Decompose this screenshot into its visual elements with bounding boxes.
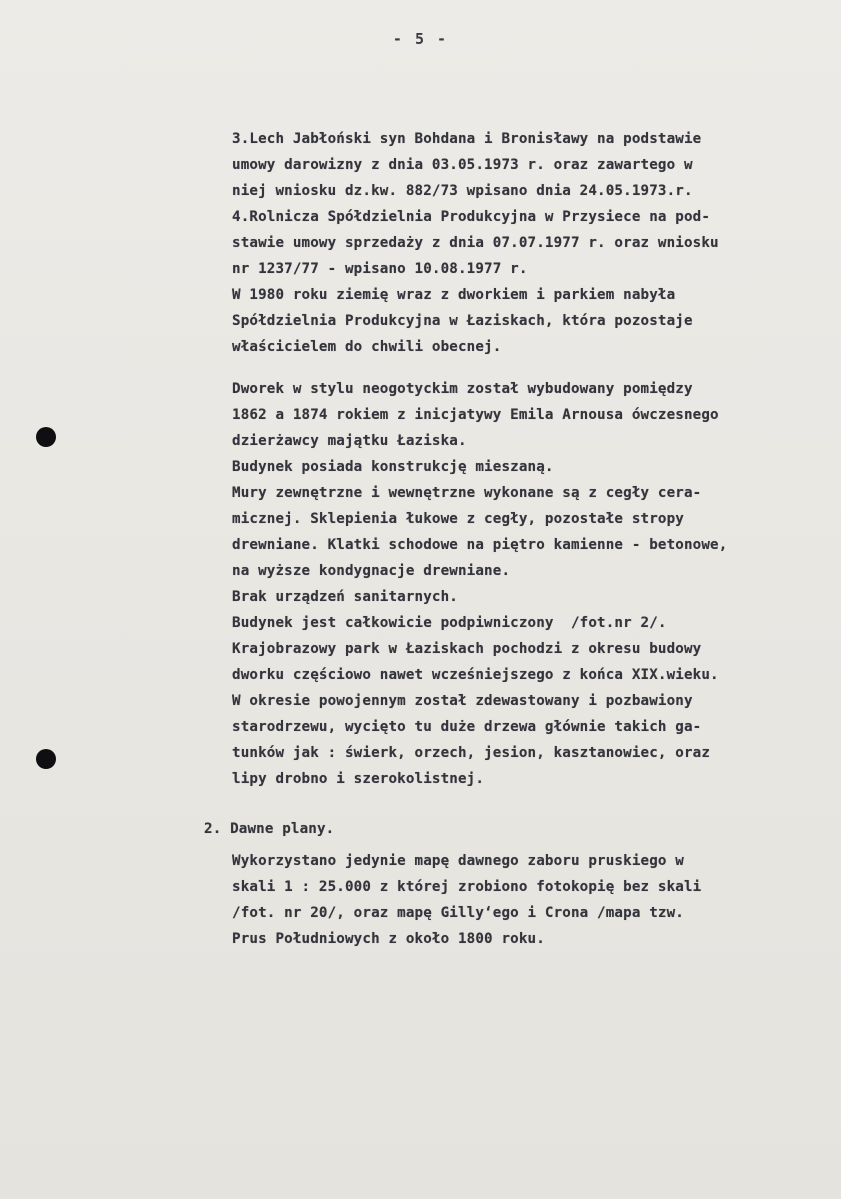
text-line: 1862 a 1874 rokiem z inicjatywy Emila Arnousa ówczesnego [232, 407, 719, 423]
text-line: Prus Południowych z około 1800 roku. [232, 931, 545, 947]
section-heading: 2. Dawne plany. [204, 821, 335, 837]
punch-hole-bottom [36, 749, 56, 769]
text-line: Mury zewnętrzne i wewnętrzne wykonane są z cegły cera- [232, 485, 702, 501]
text-line: Krajobrazowy park w Łaziskach pochodzi z okresu budowy [232, 641, 702, 657]
text-line: Spółdzielnia Produkcyjna w Łaziskach, która pozostaje [232, 313, 693, 329]
text-line: skali 1 : 25.000 z której zrobiono fotokopię bez skali [232, 879, 702, 895]
text-line: W okresie powojennym został zdewastowany i pozbawiony [232, 693, 693, 709]
text-line: Wykorzystano jedynie mapę dawnego zaboru pruskiego w [232, 853, 684, 869]
text-line: drewniane. Klatki schodowe na piętro kamienne - betonowe, [232, 537, 728, 553]
text-line: lipy drobno i szerokolistnej. [232, 771, 485, 787]
text-line: tunków jak : świerk, orzech, jesion, kasztanowiec, oraz [232, 745, 711, 761]
text-line: umowy darowizny z dnia 03.05.1973 r. oraz zawartego w [232, 157, 693, 173]
text-line: nr 1237/77 - wpisano 10.08.1977 r. [232, 261, 528, 277]
punch-hole-top [36, 427, 56, 447]
text-line: 4.Rolnicza Spółdzielnia Produkcyjna w Przysiece na pod- [232, 209, 711, 225]
text-line: starodrzewu, wycięto tu duże drzewa głównie takich ga- [232, 719, 702, 735]
text-line: W 1980 roku ziemię wraz z dworkiem i parkiem nabyła [232, 287, 676, 303]
text-line: dworku częściowo nawet wcześniejszego z końca XIX.wieku. [232, 667, 719, 683]
text-line: dzierżawcy majątku Łaziska. [232, 433, 467, 449]
text-line: Budynek posiada konstrukcję mieszaną. [232, 459, 554, 475]
text-line: Budynek jest całkowicie podpiwniczony /fot.nr 2/. [232, 615, 667, 631]
text-line: właścicielem do chwili obecnej. [232, 339, 502, 355]
text-line: /fot. nr 20/, oraz mapę Gillyʻego i Crona /mapa tzw. [232, 905, 684, 921]
page-number: - 5 - [392, 30, 449, 48]
text-line: na wyższe kondygnacje drewniane. [232, 563, 511, 579]
text-line: micznej. Sklepienia łukowe z cegły, pozostałe stropy [232, 511, 684, 527]
text-line: niej wniosku dz.kw. 882/73 wpisano dnia 24.05.1973.r. [232, 183, 693, 199]
text-line: stawie umowy sprzedaży z dnia 07.07.1977 r. oraz wniosku [232, 235, 719, 251]
text-line: Dworek w stylu neogotyckim został wybudowany pomiędzy [232, 381, 693, 397]
text-line: 3.Lech Jabłoński syn Bohdana i Bronisławy na podstawie [232, 131, 702, 147]
text-line: Brak urządzeń sanitarnych. [232, 589, 458, 605]
